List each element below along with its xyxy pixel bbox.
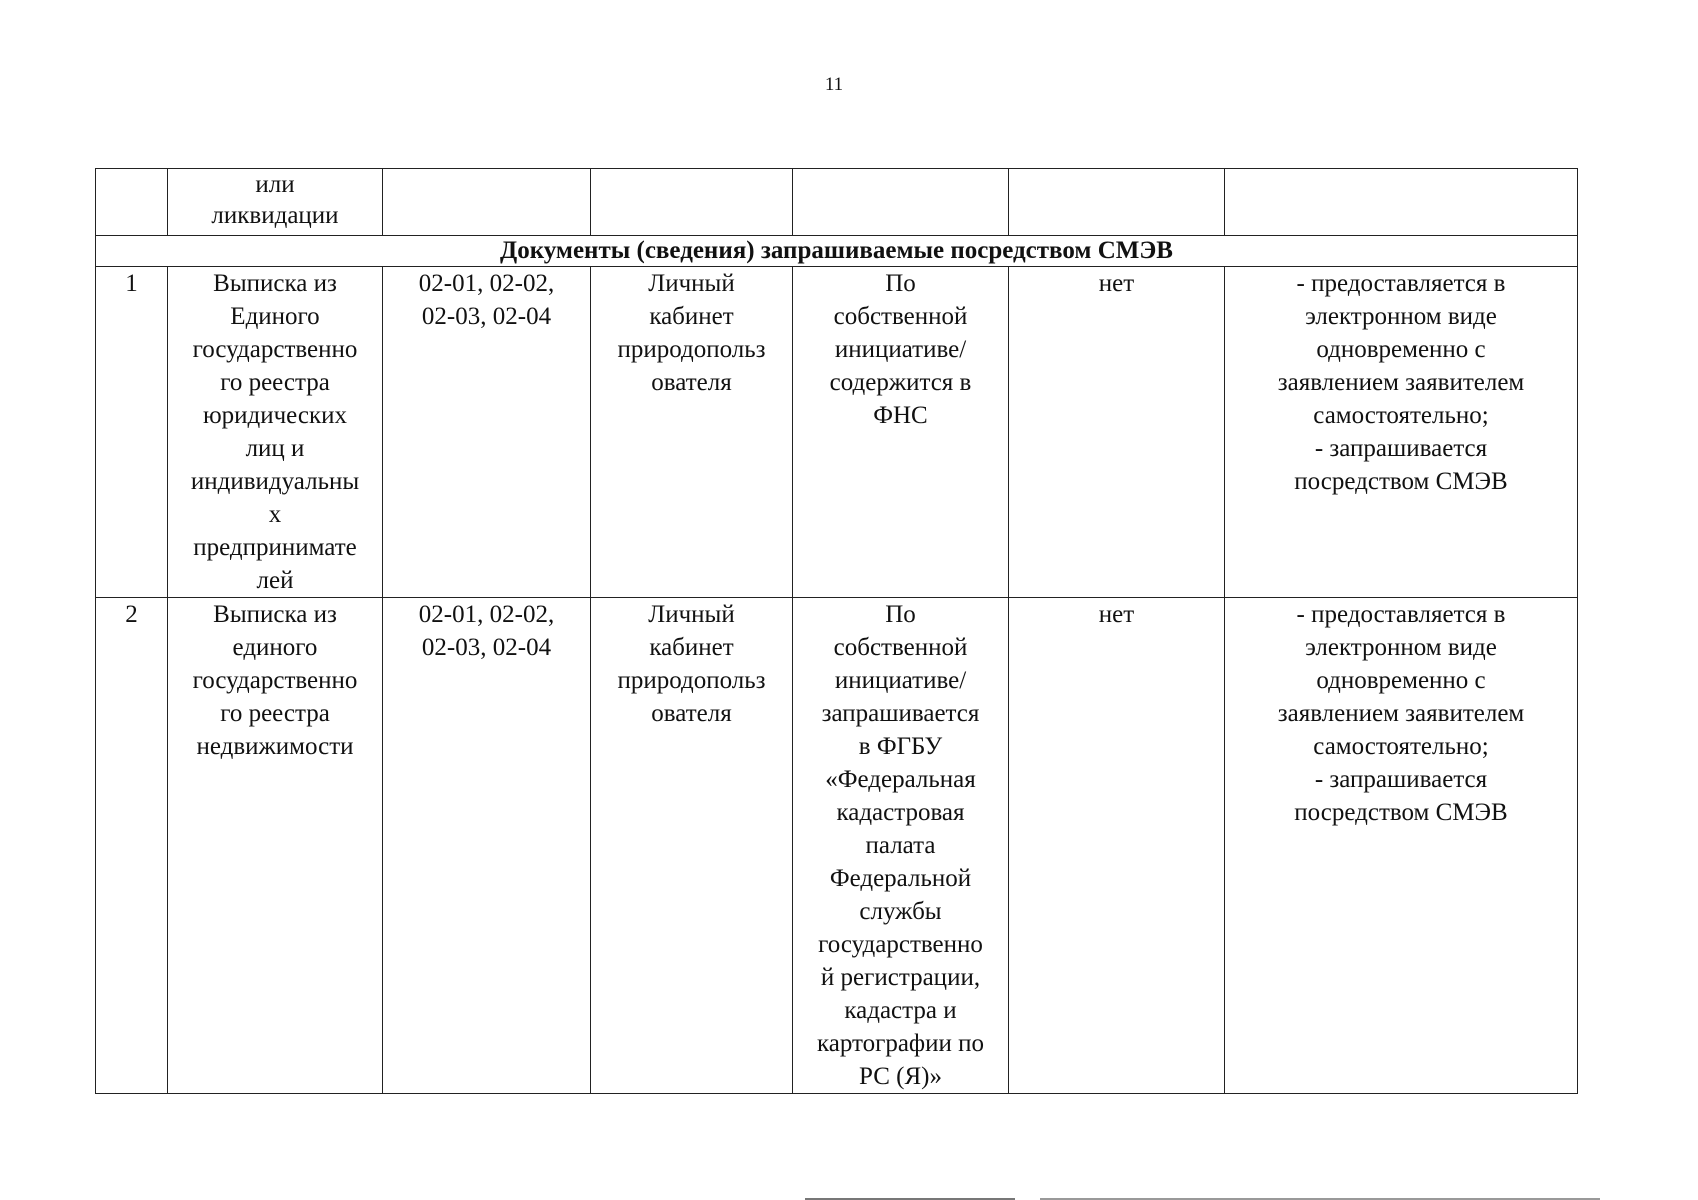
page-number: 11 [824, 74, 844, 95]
section-header-row [96, 236, 1578, 267]
cell-note-empty [1225, 169, 1578, 236]
cell-num-empty [96, 169, 168, 236]
document-name: Выписка из Единого государственно го реестра юридических лиц и индивидуальны х предпринимате лей [168, 267, 383, 598]
required-flag: нет [1009, 598, 1225, 1094]
submission-method: Личный кабинет природопольз ователя [591, 267, 793, 598]
section-header: Документы (сведения) запрашиваемые посредством СМЭВ [96, 236, 1578, 267]
cell-method-empty [591, 169, 793, 236]
submission-method: Личный кабинет природопольз ователя [591, 598, 793, 1094]
documents-table [95, 168, 1578, 1094]
document-name: Выписка из единого государственно го реестра недвижимости [168, 598, 383, 1094]
submission-basis: По собственной инициативе/ содержится в ФНС [793, 267, 1009, 598]
cell-basis-empty [793, 169, 1009, 236]
row-number: 1 [96, 267, 168, 598]
note: - предоставляется в электронном виде одновременно с заявлением заявителем самостоятельно; - запрашивается посредством СМЭВ [1225, 598, 1578, 1094]
document-codes: 02-01, 02-02, 02-03, 02-04 [383, 598, 591, 1094]
table-row [96, 267, 1578, 598]
note: - предоставляется в электронном виде одновременно с заявлением заявителем самостоятельно; - запрашивается посредством СМЭВ [1225, 267, 1578, 598]
cell-flag-empty [1009, 169, 1225, 236]
cell-codes-empty [383, 169, 591, 236]
table-row-continuation [96, 169, 1578, 236]
document-codes: 02-01, 02-02, 02-03, 02-04 [383, 267, 591, 598]
table-row [96, 598, 1578, 1094]
required-flag: нет [1009, 267, 1225, 598]
cell-name: или ликвидации [168, 169, 383, 236]
submission-basis: По собственной инициативе/ запрашивается в ФГБУ «Федеральная кадастровая палата Федеральной службы государственно й регистрации, кадастра и картографии по РС (Я)» [793, 598, 1009, 1094]
row-number: 2 [96, 598, 168, 1094]
